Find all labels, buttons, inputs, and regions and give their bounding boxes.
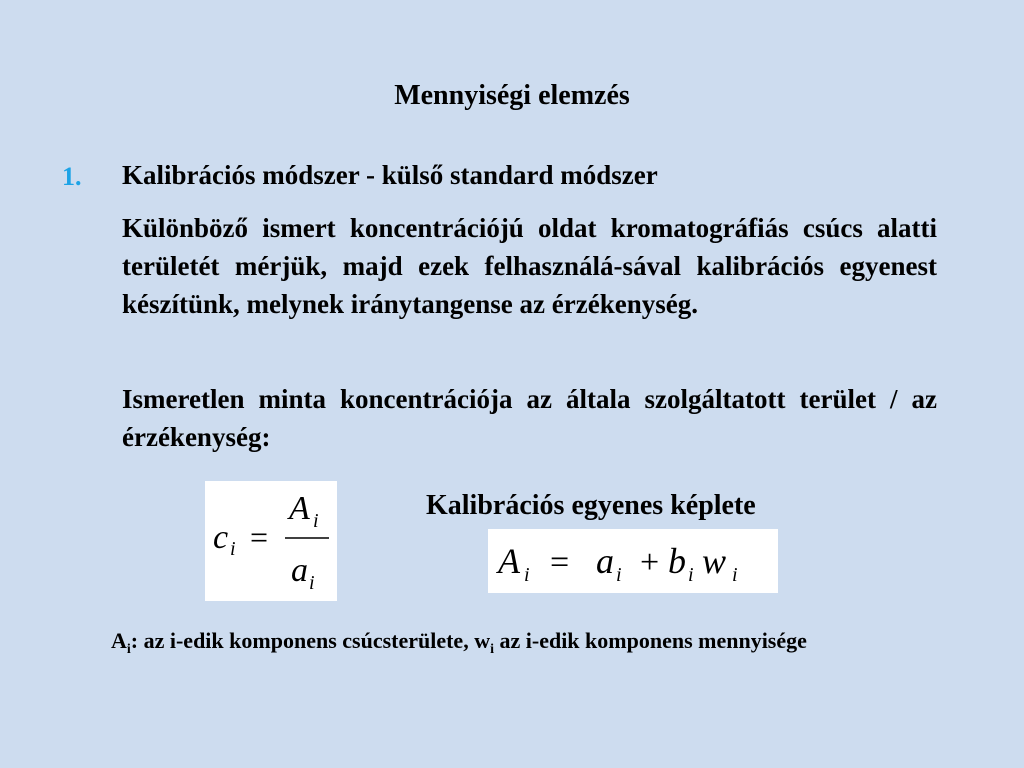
formula2-lhs-sub: i	[524, 564, 530, 586]
footnote-text2: az i-edik komponens mennyisége	[493, 628, 807, 653]
formula2-term3-sub: i	[732, 564, 738, 586]
paragraph-unknown-sample: Ismeretlen minta koncentrációja az általa szolgáltatott terület / az érzékenység:	[122, 384, 937, 452]
formula1-lhs-sub: i	[230, 538, 236, 560]
list-number: 1.	[62, 162, 82, 191]
footnote-sym2-sub: i	[490, 642, 494, 657]
section-heading: Kalibrációs módszer - külső standard módszer	[122, 160, 658, 190]
calibration-formula-label: Kalibrációs egyenes képlete	[426, 490, 756, 521]
footnote-definitions	[111, 628, 807, 658]
formula1-denominator-sub: i	[309, 572, 315, 594]
formula2-plus: +	[640, 544, 660, 581]
formula1-denominator: a	[291, 552, 308, 589]
footnote-sym1: A	[111, 628, 127, 653]
formula2-equals: =	[550, 544, 570, 581]
calibration-line-formula-svg	[488, 529, 778, 593]
concentration-formula	[205, 481, 337, 601]
formula2-lhs: A	[498, 541, 520, 581]
formula1-numerator: A	[289, 490, 310, 527]
formula1-numerator-sub: i	[313, 510, 319, 532]
paragraph-calibration: Különböző ismert koncentrációjú oldat kromatográfiás csúcs alatti területét mérjük, majd ezek felhasználá-sával kalibrációs egyenest készítünk, melynek iránytangense az érzékenység.	[122, 213, 937, 319]
slide-title: Mennyiségi elemzés	[394, 80, 630, 111]
formula2-term3: w	[702, 541, 727, 581]
footnote-sym1-sub: i	[126, 642, 131, 657]
formula2-term2: b	[668, 541, 686, 581]
formula2-term1: a	[596, 541, 614, 581]
formula1-equals: =	[250, 519, 269, 555]
formula2-term1-sub: i	[616, 564, 622, 586]
concentration-formula-svg	[205, 481, 337, 601]
formula1-lhs: c	[213, 519, 229, 556]
calibration-line-formula	[488, 529, 778, 593]
footnote-text1: : az i-edik komponens csúcsterülete, w	[130, 628, 491, 653]
formula2-term2-sub: i	[688, 564, 694, 586]
